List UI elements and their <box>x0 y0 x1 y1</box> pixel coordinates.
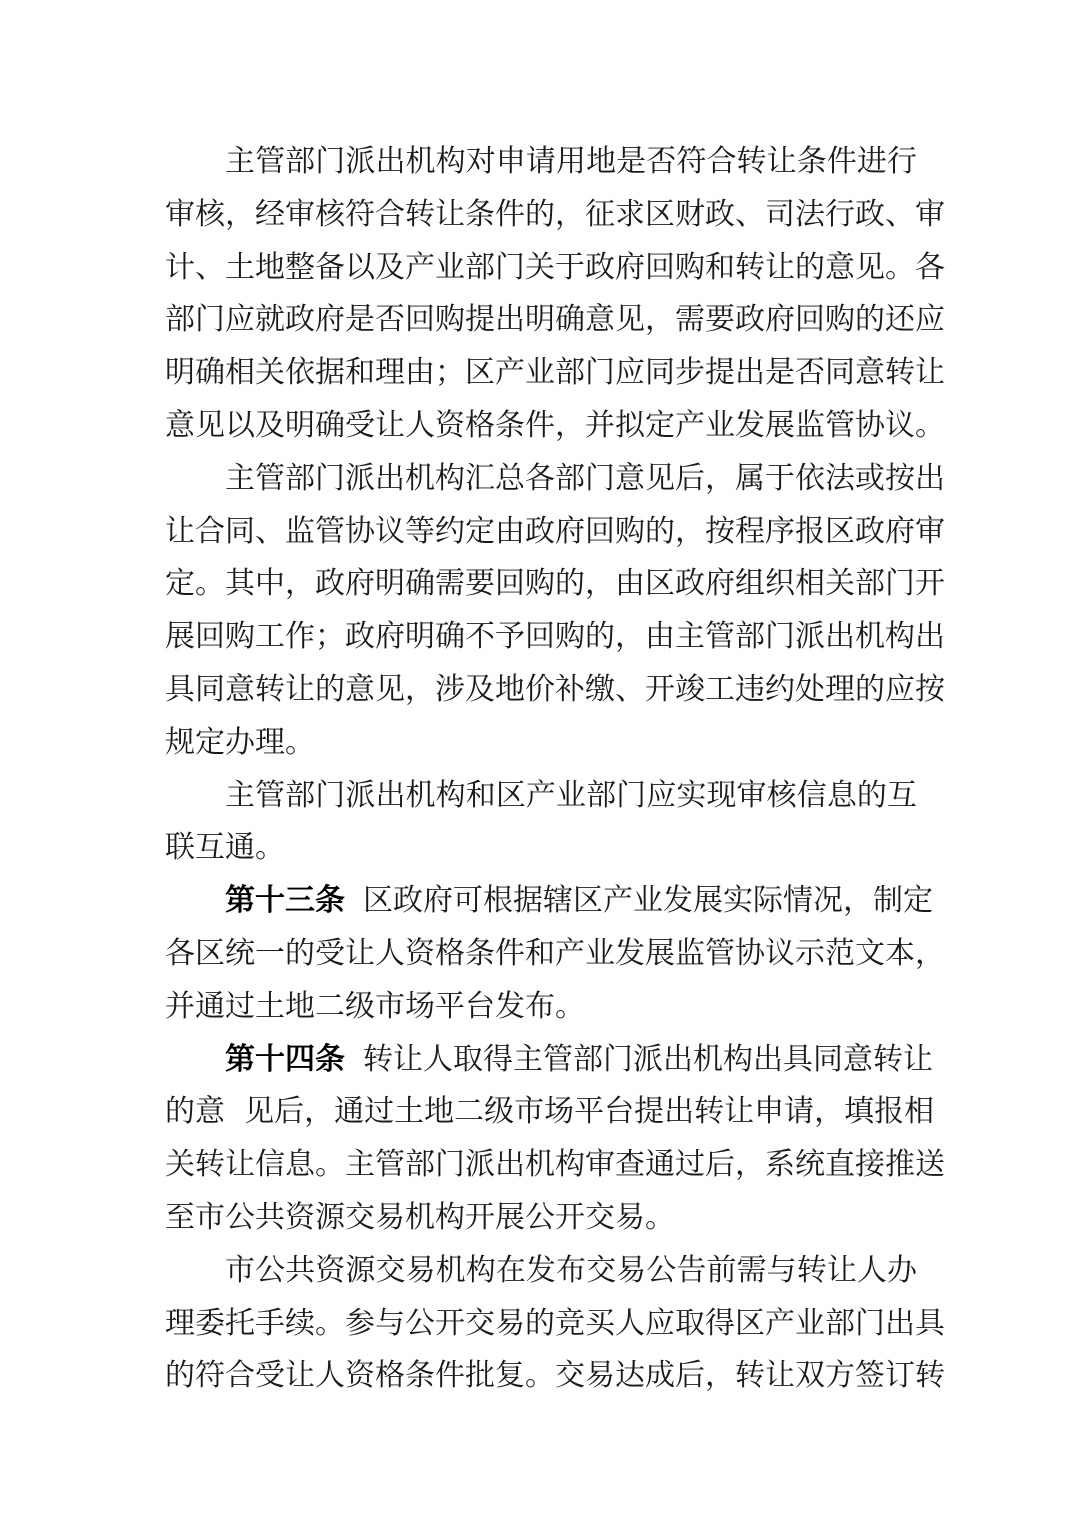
text-line: 理委托手续。参与公开交易的竞买人应取得区产业部门出具 <box>165 1305 945 1341</box>
text-line <box>165 875 933 928</box>
article-fourteen <box>165 1034 945 1245</box>
text-line: 主管部门派出机构对申请用地是否符合转让条件进行 <box>225 144 917 179</box>
text-line: 部门应就政府是否回购提出明确意见，需要政府回购的还应 <box>165 302 945 338</box>
text-line: 主管部门派出机构和区产业部门应实现审核信息的互 <box>225 777 917 813</box>
article-text: 转让人取得主管部门派出机构出具同意转让 <box>363 1041 933 1077</box>
paragraph <box>165 453 945 770</box>
text-line: 具同意转让的意见，涉及地价补缴、开竣工违约处理的应按 <box>165 671 945 707</box>
text-line: 的意 见后，通过土地二级市场平台提出转让申请，填报相 <box>165 1094 935 1130</box>
document-body <box>165 136 945 1403</box>
article-heading: 第十三条 <box>225 883 345 919</box>
text-line: 各区统一的受让人资格条件和产业发展监管协议示范文本， <box>165 935 945 971</box>
text-line: 让合同、监管协议等约定由政府回购的，按程序报区政府审 <box>165 513 945 549</box>
text-line: 的符合受让人资格条件批复。交易达成后，转让双方签订转 <box>165 1358 945 1394</box>
text-line: 规定办理。 <box>165 724 315 760</box>
paragraph <box>165 136 945 453</box>
article-text: 区政府可根据辖区产业发展实际情况，制定 <box>363 883 933 919</box>
text-line: 计、土地整备以及产业部门关于政府回购和转让的意见。各 <box>165 249 945 285</box>
paragraph <box>165 770 917 876</box>
text-line: 意见以及明确受让人资格条件，并拟定产业发展监管协议。 <box>165 407 945 443</box>
paragraph <box>165 1245 945 1403</box>
text-line: 明确相关依据和理由；区产业部门应同步提出是否同意转让 <box>165 355 945 391</box>
text-line: 至市公共资源交易机构开展公开交易。 <box>165 1199 675 1235</box>
text-line: 审核，经审核符合转让条件的，征求区财政、司法行政、审 <box>165 196 945 232</box>
text-line: 并通过土地二级市场平台发布。 <box>165 988 585 1024</box>
text-line: 联互通。 <box>165 830 285 866</box>
text-line: 展回购工作；政府明确不予回购的，由主管部门派出机构出 <box>165 619 945 655</box>
text-line: 主管部门派出机构汇总各部门意见后，属于依法或按出 <box>225 460 945 496</box>
text-line: 定。其中，政府明确需要回购的，由区政府组织相关部门开 <box>165 566 945 602</box>
text-line <box>165 1034 933 1087</box>
text-line: 关转让信息。主管部门派出机构审查通过后，系统直接推送 <box>165 1147 945 1183</box>
article-thirteen <box>165 875 945 1033</box>
article-heading: 第十四条 <box>225 1041 345 1077</box>
text-line: 市公共资源交易机构在发布交易公告前需与转让人办 <box>225 1252 917 1288</box>
